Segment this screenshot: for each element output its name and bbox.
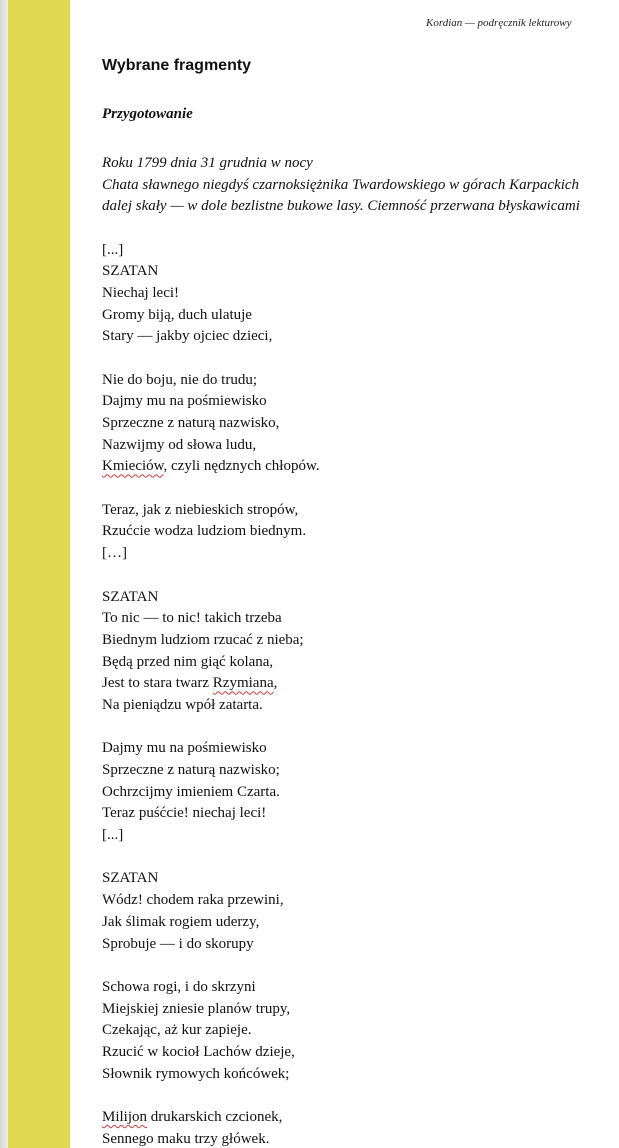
verse-line: Dajmy mu na pośmiewisko — [102, 740, 267, 757]
verse-line: Wódz! chodem raka przewini, — [102, 892, 284, 909]
section-title: Wybrane fragmenty — [102, 57, 252, 74]
verse-line: Rzucić w kocioł Lachów dzieje, — [102, 1043, 295, 1060]
verse-line: Jest to stara twarz Rzymiana, — [102, 675, 278, 692]
verse-block — [102, 240, 619, 1148]
verse-line: Teraz puśćcie! niechaj leci! — [102, 805, 267, 822]
verse-line: [...] — [102, 241, 124, 258]
verse-line: Czekając, aż kur zapieje. — [102, 1022, 252, 1039]
verse-line: Gromy biją, duch ulatuje — [102, 306, 252, 323]
speaker-name: SZATAN — [102, 263, 159, 280]
verse-line: Sprzeczne z naturą nazwisko, — [102, 415, 280, 431]
document-body — [102, 54, 619, 1148]
stanza-break — [102, 717, 619, 739]
stanza-break — [102, 478, 619, 500]
verse-line: Schowa rogi, i do skrzyni — [102, 978, 256, 995]
stage-direction-line: dalej skały — w dole bezlistne bukowe lasy. Ciemność przerwana błyskawicami — [102, 198, 580, 214]
stanza-break — [102, 1085, 619, 1107]
verse-line: Jak ślimak rogiem uderzy, — [102, 913, 260, 930]
running-header: Kordian — podręcznik lekturowy — [426, 17, 572, 29]
verse-line: [...] — [102, 827, 124, 844]
verse-line: Biednym ludziom rzucać z nieba; — [102, 631, 304, 648]
spellcheck-flagged-word[interactable]: Milijon — [102, 1109, 148, 1125]
margin-color-bar — [8, 0, 70, 1148]
verse-line: Na pieniądzu wpół zatarta. — [102, 696, 263, 713]
verse-line: Teraz, jak z niebieskich stropów, — [102, 501, 299, 518]
verse-line: Słownik rymowych końcówek; — [102, 1065, 290, 1082]
verse-line: To nic — to nic! takich trzeba — [102, 610, 282, 627]
verse-line: Miejskiej zniesie planów trupy, — [102, 1000, 291, 1017]
verse-line: Sprzeczne z naturą nazwisko; — [102, 762, 280, 778]
speaker-name: SZATAN — [102, 588, 159, 605]
window-edge — [0, 0, 8, 1148]
verse-line: Będą przed nim giąć kolana, — [102, 653, 274, 670]
verse-line: Sprobuje — i do skorupy — [102, 935, 254, 952]
verse-line: […] — [102, 545, 127, 562]
verse-line: Nie do boju, nie do trudu; — [102, 371, 257, 388]
verse-line: Ochrzcijmy imieniem Czarta. — [102, 783, 280, 800]
verse-line: Sennego maku trzy główek. — [102, 1130, 270, 1147]
stanza-break — [102, 955, 619, 977]
stage-directions — [102, 153, 619, 218]
stage-direction-line: Chata sławnego niegdyś czarnoksiężnika Twardowskiego w górach Karpackich — [102, 176, 580, 193]
stanza-break — [102, 348, 619, 370]
verse-line: Dajmy mu na pośmiewisko — [102, 393, 267, 410]
spellcheck-flagged-word[interactable]: Kmieciów — [102, 458, 164, 475]
verse-line: Milijon drukarskich czcionek, — [102, 1109, 283, 1125]
verse-line: Rzućcie wodza ludziom biednym. — [102, 523, 307, 540]
stage-direction-line: Roku 1799 dnia 31 grudnia w nocy — [102, 155, 313, 171]
verse-line: Kmieciów, czyli nędznych chłopów. — [102, 458, 320, 475]
verse-line: Nazwijmy od słowa ludu, — [102, 436, 257, 453]
stanza-break — [102, 847, 619, 869]
speaker-name: SZATAN — [102, 870, 159, 887]
verse-line: Niechaj leci! — [102, 284, 180, 301]
stanza-break — [102, 565, 619, 587]
verse-line: Stary — jakby ojciec dzieci, — [102, 328, 273, 345]
spellcheck-flagged-word[interactable]: Rzymiana — [212, 675, 274, 692]
section-subtitle: Przygotowanie — [102, 106, 193, 122]
